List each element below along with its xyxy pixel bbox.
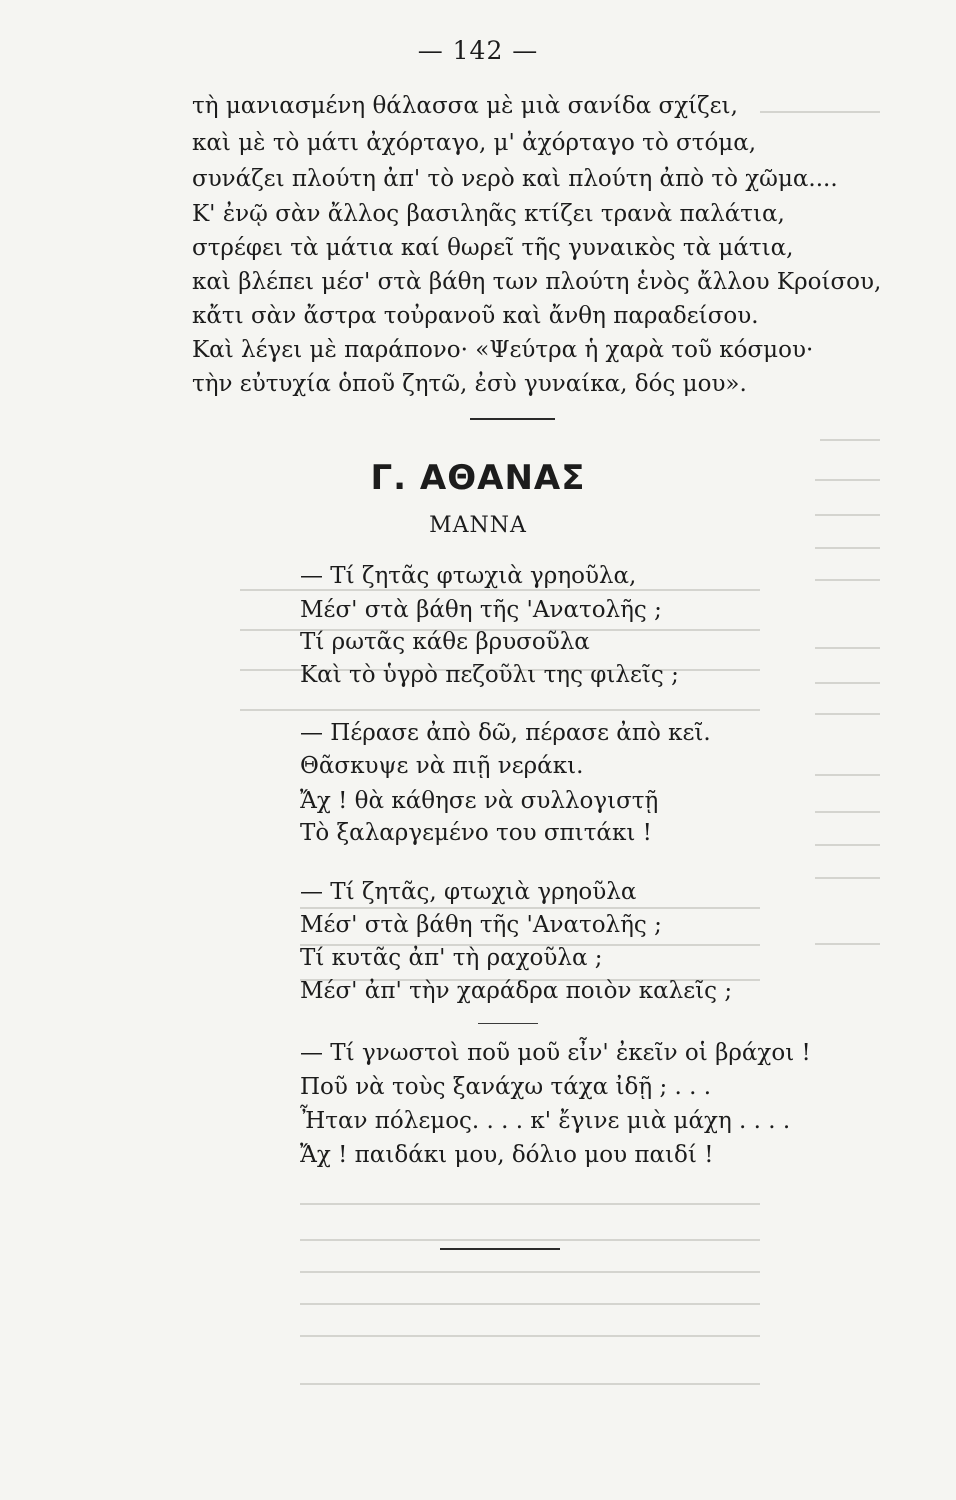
verse-line: καὶ βλέπει μέσ' στὰ βάθη των πλούτη ἑνὸς ἄλλου Κροίσου, <box>192 269 882 295</box>
verse-line: τὴν εὐτυχία ὁποῦ ζητῶ, ἐσὺ γυναίκα, δός μου». <box>192 371 747 397</box>
verse-line: τὴ μανιασμένη θάλασσα μὲ μιὰ σανίδα σχίζει, <box>192 93 738 119</box>
author-heading: Γ. ΑΘΑΝΑΣ <box>370 458 586 498</box>
verse-line: Μέσ' στὰ βάθη τῆς 'Ανατολῆς ; <box>300 912 662 938</box>
verse-line: — Τί ζητᾶς, φτωχιὰ γρηοῦλα <box>300 879 637 905</box>
verse-line: Κ' ἐνῷ σὰν ἄλλος βασιληᾶς κτίζει τρανὰ παλάτια, <box>192 201 785 227</box>
verse-line: Τί κυτᾶς ἀπ' τὴ ραχοῦλα ; <box>300 945 603 971</box>
verse-line: — Τί ζητᾶς φτωχιὰ γρηοῦλα, <box>300 563 637 589</box>
verse-line: — Πέρασε ἀπὸ δῶ, πέρασε ἀπὸ κεῖ. <box>300 720 711 746</box>
section-divider <box>470 418 555 420</box>
page-number: — 142 — <box>417 36 539 65</box>
verse-line: Καὶ λέγει μὲ παράπονο· «Ψεύτρα ἡ χαρὰ τοῦ κόσμου· <box>192 337 814 363</box>
verse-line: Μέσ' ἀπ' τὴν χαράδρα ποιὸν καλεῖς ; <box>300 978 733 1004</box>
verse-line: στρέφει τὰ μάτια καί θωρεῖ τῆς γυναικὸς τὰ μάτια, <box>192 235 794 261</box>
poem-title: ΜΑΝΝΑ <box>429 513 527 538</box>
verse-line: Καὶ τὸ ὑγρὸ πεζοῦλι της φιλεῖς ; <box>300 662 679 688</box>
stanza-divider <box>478 1023 538 1024</box>
verse-line: συνάζει πλούτη ἀπ' τὸ νερὸ καὶ πλούτη ἀπὸ τὸ χῶμα.... <box>192 166 838 192</box>
verse-line: Τί ρωτᾶς κάθε βρυσοῦλα <box>300 629 590 655</box>
verse-line: Τὸ ξαλαργεμένο του σπιτάκι ! <box>300 820 652 846</box>
verse-line: Ποῦ νὰ τοὺς ξανάχω τάχα ἰδῇ ; . . . <box>300 1074 712 1100</box>
verse-line: κἄτι σὰν ἄστρα τοὐρανοῦ καὶ ἄνθη παραδείσου. <box>192 303 759 329</box>
end-divider <box>440 1248 560 1250</box>
verse-line: Ἦταν πόλεμος. . . . κ' ἔγινε μιὰ μάχη . . . . <box>300 1108 791 1134</box>
verse-line: Ἄχ ! θὰ κάθησε νὰ συλλογιστῇ <box>300 788 659 814</box>
verse-line: καὶ μὲ τὸ μάτι ἀχόρταγο, μ' ἀχόρταγο τὸ στόμα, <box>192 130 757 156</box>
verse-line: — Τί γνωστοὶ ποῦ μοῦ εἶν' ἐκεῖν οἱ βράχοι ! <box>300 1040 811 1066</box>
verse-line: Ἄχ ! παιδάκι μου, δόλιο μου παιδί ! <box>300 1142 714 1168</box>
verse-line: Θᾶσκυψε νὰ πιῇ νεράκι. <box>300 753 584 779</box>
verse-line: Μέσ' στὰ βάθη τῆς 'Ανατολῆς ; <box>300 597 662 623</box>
